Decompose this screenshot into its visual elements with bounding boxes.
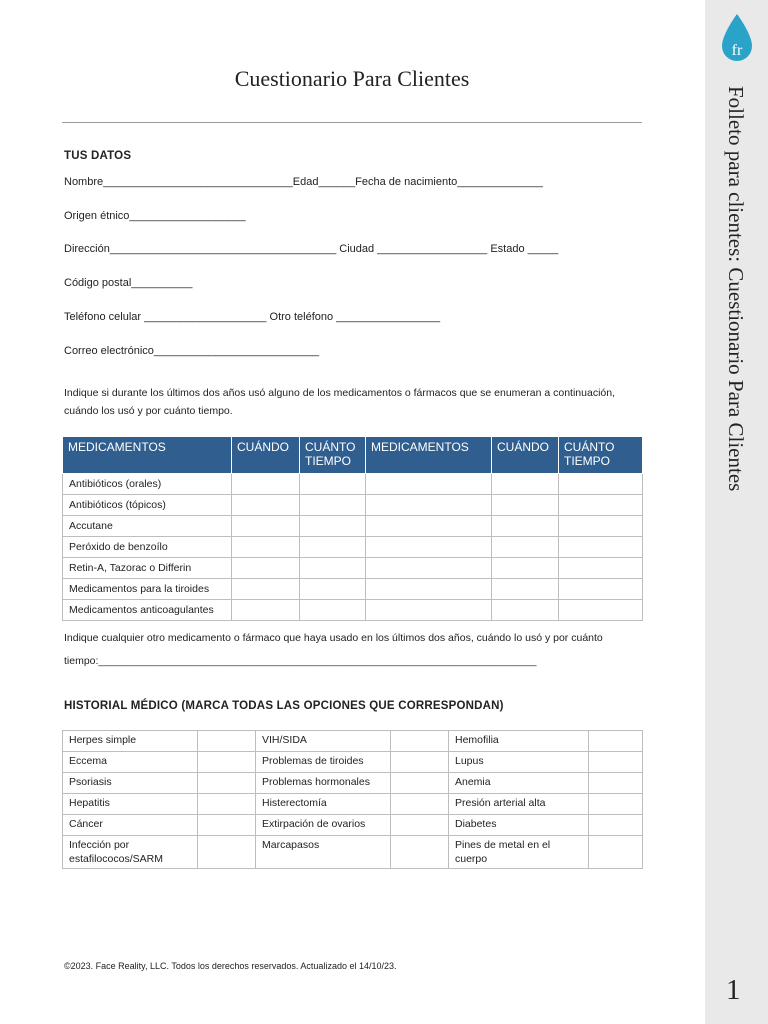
medication-name-2-cell[interactable] xyxy=(366,495,492,516)
copyright-footer: ©2023. Face Reality, LLC. Todos los derechos reservados. Actualizado el 14/10/23. xyxy=(64,961,397,971)
cuando-cell[interactable] xyxy=(232,579,300,600)
vertical-title: Folleto para clientes: Cuestionario Para Clientes xyxy=(724,86,748,492)
cuando-2-cell[interactable] xyxy=(492,516,559,537)
cuando-2-cell[interactable] xyxy=(492,495,559,516)
condition-label: Diabetes xyxy=(449,815,589,836)
condition-check-cell[interactable] xyxy=(391,731,449,752)
condition-label: Marcapasos xyxy=(256,836,391,869)
condition-check-cell[interactable] xyxy=(589,773,643,794)
condition-check-cell[interactable] xyxy=(391,794,449,815)
medication-row xyxy=(63,474,643,495)
header-medicamentos: MEDICAMENTOS xyxy=(63,437,232,474)
condition-label: Psoriasis xyxy=(63,773,198,794)
medication-row xyxy=(63,558,643,579)
condition-check-cell[interactable] xyxy=(589,794,643,815)
cuando-2-cell[interactable] xyxy=(492,558,559,579)
header-medicamentos-2: MEDICAMENTOS xyxy=(366,437,492,474)
medication-name: Accutane xyxy=(63,516,232,537)
historial-heading: HISTORIAL MÉDICO (MARCA TODAS LAS OPCIONES QUE CORRESPONDAN) xyxy=(64,700,504,712)
condition-label: Pines de metal en el cuerpo xyxy=(449,836,589,869)
page-number: 1 xyxy=(726,974,741,1006)
condition-check-cell[interactable] xyxy=(391,752,449,773)
cuando-2-cell[interactable] xyxy=(492,474,559,495)
medication-row xyxy=(63,495,643,516)
medication-row xyxy=(63,579,643,600)
cuanto-tiempo-2-cell[interactable] xyxy=(559,537,643,558)
cuanto-tiempo-2-cell[interactable] xyxy=(559,495,643,516)
condition-label: Eccema xyxy=(63,752,198,773)
logo-text: fr xyxy=(731,42,743,59)
cuanto-tiempo-cell[interactable] xyxy=(300,495,366,516)
other-meds-line2[interactable]: tiempo:___________________________________________________________________________ xyxy=(64,655,537,667)
cuando-2-cell[interactable] xyxy=(492,600,559,621)
cuanto-tiempo-2-cell[interactable] xyxy=(559,474,643,495)
datos-line-direccion[interactable]: Dirección_____________________________________ Ciudad __________________ Estado _____ xyxy=(64,243,559,255)
medication-name-2-cell[interactable] xyxy=(366,579,492,600)
condition-check-cell[interactable] xyxy=(198,773,256,794)
condition-label: Lupus xyxy=(449,752,589,773)
cuanto-tiempo-cell[interactable] xyxy=(300,537,366,558)
history-row xyxy=(63,836,643,869)
condition-check-cell[interactable] xyxy=(198,752,256,773)
history-row xyxy=(63,773,643,794)
history-row xyxy=(63,752,643,773)
cuando-cell[interactable] xyxy=(232,537,300,558)
history-row xyxy=(63,815,643,836)
medication-name-2-cell[interactable] xyxy=(366,600,492,621)
header-cuanto-tiempo-2: CUÁNTO TIEMPO xyxy=(559,437,643,474)
page-title: Cuestionario Para Clientes xyxy=(234,66,470,91)
cuanto-tiempo-cell[interactable] xyxy=(300,558,366,579)
medications-table xyxy=(62,436,643,621)
cuanto-tiempo-2-cell[interactable] xyxy=(559,516,643,537)
condition-label: Herpes simple xyxy=(63,731,198,752)
cuando-cell[interactable] xyxy=(232,600,300,621)
medication-name: Medicamentos para la tiroides xyxy=(63,579,232,600)
condition-check-cell[interactable] xyxy=(589,836,643,869)
condition-check-cell[interactable] xyxy=(198,794,256,815)
cuanto-tiempo-cell[interactable] xyxy=(300,600,366,621)
datos-line-origen[interactable]: Origen étnico___________________ xyxy=(64,210,246,222)
condition-label: Hemofilia xyxy=(449,731,589,752)
medication-row xyxy=(63,537,643,558)
condition-label: Presión arterial alta xyxy=(449,794,589,815)
condition-label: Hepatitis xyxy=(63,794,198,815)
datos-line-correo[interactable]: Correo electrónico___________________________ xyxy=(64,345,320,357)
medication-name-2-cell[interactable] xyxy=(366,558,492,579)
condition-check-cell[interactable] xyxy=(589,752,643,773)
condition-label: VIH/SIDA xyxy=(256,731,391,752)
condition-check-cell[interactable] xyxy=(198,836,256,869)
header-cuando: CUÁNDO xyxy=(232,437,300,474)
other-meds-line1: Indique cualquier otro medicamento o fármaco que haya usado en los últimos dos años, cuándo lo usó y por cuánto xyxy=(64,632,603,644)
condition-check-cell[interactable] xyxy=(589,815,643,836)
cuanto-tiempo-2-cell[interactable] xyxy=(559,558,643,579)
meds-intro: Indique si durante los últimos dos años usó alguno de los medicamentos o fármacos que se enumeran a continuación, cuándo los usó y por cuánto tiempo. xyxy=(64,387,615,417)
medication-name-2-cell[interactable] xyxy=(366,537,492,558)
datos-heading: TUS DATOS xyxy=(64,150,132,162)
cuando-cell[interactable] xyxy=(232,516,300,537)
history-row xyxy=(63,794,643,815)
history-row xyxy=(63,731,643,752)
condition-check-cell[interactable] xyxy=(198,731,256,752)
cuanto-tiempo-2-cell[interactable] xyxy=(559,600,643,621)
cuando-2-cell[interactable] xyxy=(492,537,559,558)
cuando-2-cell[interactable] xyxy=(492,579,559,600)
medication-name: Retin-A, Tazorac o Differin xyxy=(63,558,232,579)
medication-name: Antibióticos (orales) xyxy=(63,474,232,495)
condition-label: Problemas hormonales xyxy=(256,773,391,794)
header-cuanto-tiempo: CUÁNTO TIEMPO xyxy=(300,437,366,474)
medication-name-2-cell[interactable] xyxy=(366,516,492,537)
medical-history-table xyxy=(62,730,643,869)
condition-check-cell[interactable] xyxy=(391,815,449,836)
cuando-cell[interactable] xyxy=(232,474,300,495)
medication-name-2-cell[interactable] xyxy=(366,474,492,495)
vertical-title-wrap xyxy=(702,86,762,646)
condition-label: Infección por estafilococos/SARM xyxy=(63,836,198,869)
datos-line-nombre[interactable]: Nombre_______________________________Edad______Fecha de nacimiento______________ xyxy=(64,176,543,188)
medication-name: Antibióticos (tópicos) xyxy=(63,495,232,516)
datos-line-codigo[interactable]: Código postal__________ xyxy=(64,277,193,289)
medications-header-row xyxy=(63,437,643,474)
condition-check-cell[interactable] xyxy=(391,773,449,794)
cuanto-tiempo-cell[interactable] xyxy=(300,579,366,600)
medication-name: Peróxido de benzoílo xyxy=(63,537,232,558)
medication-row xyxy=(63,516,643,537)
cuanto-tiempo-cell[interactable] xyxy=(300,516,366,537)
medication-row xyxy=(63,600,643,621)
title-divider xyxy=(62,122,642,123)
condition-label: Problemas de tiroides xyxy=(256,752,391,773)
condition-label: Cáncer xyxy=(63,815,198,836)
header-cuando-2: CUÁNDO xyxy=(492,437,559,474)
condition-check-cell[interactable] xyxy=(391,836,449,869)
condition-label: Histerectomía xyxy=(256,794,391,815)
condition-label: Extirpación de ovarios xyxy=(256,815,391,836)
medication-name: Medicamentos anticoagulantes xyxy=(63,600,232,621)
condition-check-cell[interactable] xyxy=(198,815,256,836)
condition-check-cell[interactable] xyxy=(589,731,643,752)
condition-label: Anemia xyxy=(449,773,589,794)
datos-line-telefono[interactable]: Teléfono celular ____________________ Otro teléfono _________________ xyxy=(64,311,441,323)
cuanto-tiempo-2-cell[interactable] xyxy=(559,579,643,600)
water-drop-logo-icon xyxy=(718,12,756,66)
cuando-cell[interactable] xyxy=(232,495,300,516)
cuando-cell[interactable] xyxy=(232,558,300,579)
cuanto-tiempo-cell[interactable] xyxy=(300,474,366,495)
